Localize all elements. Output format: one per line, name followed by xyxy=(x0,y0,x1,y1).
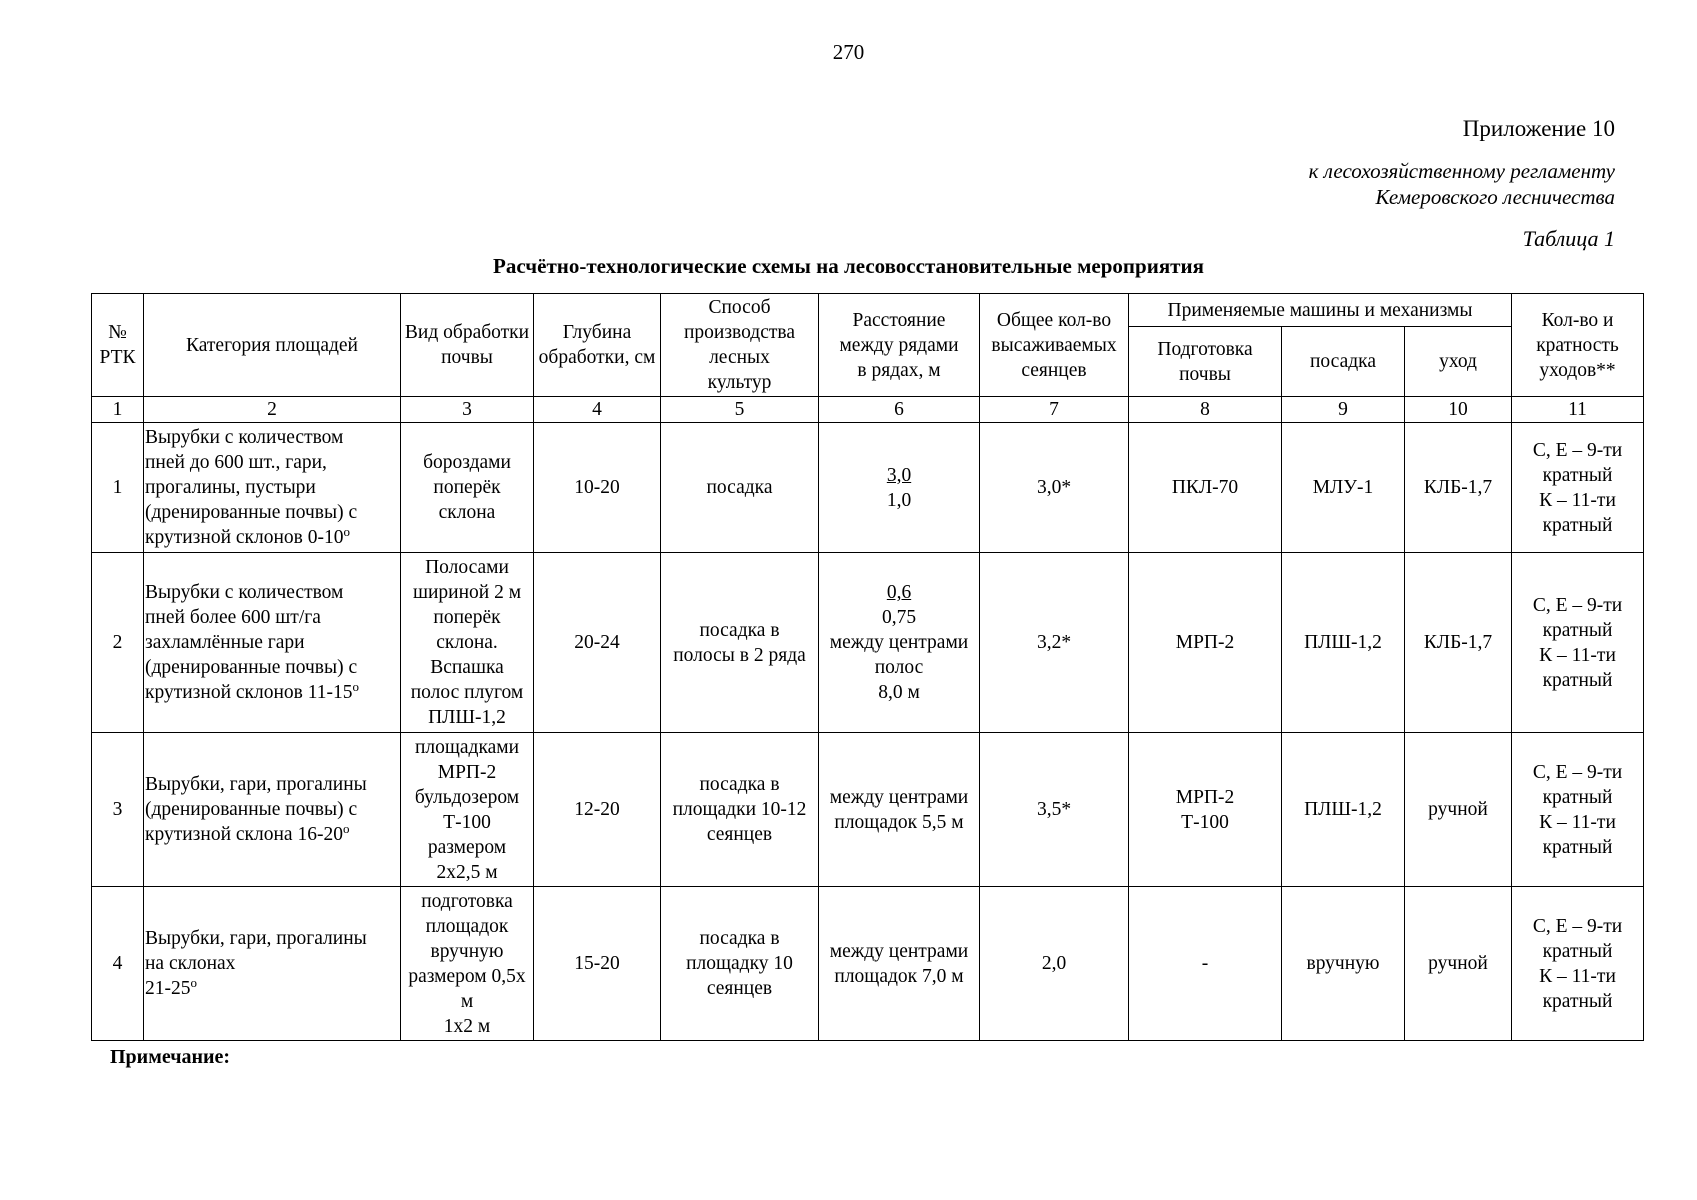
cell-line: МРП-2 xyxy=(1175,632,1235,653)
cell-line: сеянцев xyxy=(706,824,773,845)
column-number: 10 xyxy=(1405,397,1512,423)
column-number: 5 xyxy=(661,397,819,423)
cell-line: пней до 600 шт., гари, xyxy=(145,452,327,473)
planting-method xyxy=(661,887,819,1041)
cell-line: К – 11-ти xyxy=(1539,489,1616,511)
cell-line: шириной 2 м xyxy=(412,582,522,603)
header-distance: Расстояние между рядами в рядах, м xyxy=(819,294,980,397)
cell-line: (дренированные почвы) с xyxy=(145,799,358,820)
care-machine: КЛБ-1,7 xyxy=(1405,553,1512,733)
cell-line: кратный xyxy=(1542,464,1613,486)
cell-line: - xyxy=(1201,953,1209,974)
planting-machine: МЛУ-1 xyxy=(1282,423,1405,553)
care-machine: ручной xyxy=(1405,733,1512,887)
cell-line: Т-100 xyxy=(443,811,491,833)
column-number: 9 xyxy=(1282,397,1405,423)
schemes-table xyxy=(91,293,1644,1041)
cell-line: Вырубки, гари, прогалины xyxy=(145,774,367,795)
cell-line: ПЛШ-1,2 xyxy=(428,707,506,728)
header-care-count: Кол-во и кратность уходов** xyxy=(1512,294,1644,397)
cell-line: С, Е – 9-ти xyxy=(1532,915,1623,937)
distance-row-spacing: 3,0 xyxy=(886,464,912,486)
cell-line: С, Е – 9-ти xyxy=(1532,594,1623,616)
cell-line: К – 11-ти xyxy=(1539,644,1616,666)
soil-prep-machine xyxy=(1129,423,1282,553)
cell-line: кратный xyxy=(1542,669,1613,691)
cell-line: Т-100 xyxy=(1181,811,1229,833)
cell-line: бороздами xyxy=(423,452,511,473)
degree-sign: о xyxy=(343,524,350,539)
cell-line: крутизной склонов $0-10^о$ xyxy=(145,524,350,548)
cell-line: кратный xyxy=(1542,940,1613,962)
row-distance xyxy=(819,553,980,733)
column-number: 1 xyxy=(92,397,144,423)
cell-line: Полосами xyxy=(425,557,509,578)
soil-prep-machine xyxy=(1129,733,1282,887)
cell-line: С, Е – 9-ти xyxy=(1532,439,1623,461)
cell-line: прогалины, пустыри xyxy=(145,477,316,498)
soil-prep-machine xyxy=(1129,887,1282,1041)
planting-method xyxy=(661,733,819,887)
treatment-depth: 20-24 xyxy=(534,553,661,733)
rtk-number: 3 xyxy=(92,733,144,887)
cell-line: между центрами xyxy=(829,786,969,808)
table-row xyxy=(92,423,1644,553)
total-seedlings: 2,0 xyxy=(980,887,1129,1041)
column-number: 7 xyxy=(980,397,1129,423)
cell-line: посадка в xyxy=(699,928,780,949)
cell-line: ПКЛ-70 xyxy=(1171,477,1239,498)
cell-line: Вспашка xyxy=(430,657,504,678)
cell-line: полос плугом xyxy=(410,682,524,703)
cell-line: площадки 10-12 xyxy=(672,799,807,820)
cell-line: вручную xyxy=(430,940,504,962)
cell-line: пней более 600 шт/га xyxy=(145,607,321,628)
column-number: 2 xyxy=(144,397,401,423)
table-label: Таблица 1 xyxy=(1522,226,1615,251)
document-title: Расчётно-технологические схемы на лесовосстановительные мероприятия xyxy=(493,254,1204,278)
cell-line: поперёк xyxy=(433,477,501,498)
cell-line: площадок xyxy=(425,915,509,937)
header-planting: посадка xyxy=(1282,327,1405,397)
appendix-title: Приложение 10 xyxy=(1462,116,1615,141)
planting-machine: ПЛШ-1,2 xyxy=(1282,553,1405,733)
area-category xyxy=(144,423,401,553)
header-total-seedlings: Общее кол-во высаживаемых сеянцев xyxy=(980,294,1129,397)
cell-line: поперёк xyxy=(433,607,501,628)
row-distance xyxy=(819,423,980,553)
column-number: 11 xyxy=(1512,397,1644,423)
cell-line: Вырубки с количеством xyxy=(145,582,344,603)
cell-line: полос xyxy=(874,657,924,678)
cell-line: посадка в xyxy=(699,619,780,641)
cell-line: крутизной склона $16-20^о$ xyxy=(145,821,350,845)
cell-line: С, Е – 9-ти xyxy=(1532,761,1623,783)
cell-line: 8,0 м xyxy=(878,682,920,703)
treatment-depth: 12-20 xyxy=(534,733,661,887)
cell-line: кратный xyxy=(1542,990,1613,1012)
planting-method xyxy=(661,423,819,553)
cell-line: К – 11-ти xyxy=(1539,811,1616,833)
rtk-number: 4 xyxy=(92,887,144,1041)
planting-method xyxy=(661,553,819,733)
care-count xyxy=(1512,553,1644,733)
column-numbers-row xyxy=(92,397,1644,423)
cell-line: кратный xyxy=(1542,786,1613,808)
cell-line: (дренированные почвы) с xyxy=(145,657,358,678)
cell-line: между центрами xyxy=(829,632,969,653)
table-row xyxy=(92,553,1644,733)
header-category: Категория площадей xyxy=(144,294,401,397)
header-soil-treatment: Вид обработки почвы xyxy=(401,294,534,397)
header-rtk: № РТК xyxy=(92,294,144,397)
cell-line: на склонах xyxy=(145,953,236,974)
cell-line: кратный xyxy=(1542,619,1613,641)
header-soil-prep: Подготовка почвы xyxy=(1129,327,1282,397)
cell-line: площадками xyxy=(414,736,520,758)
cell-line: 0,75 xyxy=(881,607,917,628)
header-method: Способ производства лесных культур xyxy=(661,294,819,397)
area-category xyxy=(144,887,401,1041)
header-care: уход xyxy=(1405,327,1512,397)
cell-line: 1,0 xyxy=(886,489,912,511)
cell-line: кратный xyxy=(1542,514,1613,536)
cell-line: крутизной склонов $11-15^о$ xyxy=(145,679,360,703)
soil-treatment xyxy=(401,733,534,887)
cell-line: склона xyxy=(438,502,496,523)
cell-line: посадка xyxy=(706,477,773,498)
cell-line: размером xyxy=(427,836,507,858)
cell-line: подготовка xyxy=(421,890,513,912)
cell-line: $21-25^о$ xyxy=(145,975,197,999)
soil-prep-machine xyxy=(1129,553,1282,733)
column-number: 6 xyxy=(819,397,980,423)
treatment-depth: 10-20 xyxy=(534,423,661,553)
cell-line: Вырубки, гари, прогалины xyxy=(145,928,367,949)
cell-line: склона. xyxy=(436,632,498,653)
cell-line: размером 0,5х xyxy=(408,965,526,987)
degree-sign: о xyxy=(352,679,360,694)
header-depth: Глубина обработки, см xyxy=(534,294,661,397)
row-distance xyxy=(819,733,980,887)
note-label: Примечание: xyxy=(110,1046,231,1068)
cell-line: бульдозером xyxy=(414,786,520,808)
cell-line: площадок 7,0 м xyxy=(834,965,964,987)
cell-line: МРП-2 xyxy=(1175,786,1235,808)
table-row xyxy=(92,887,1644,1041)
planting-machine: ПЛШ-1,2 xyxy=(1282,733,1405,887)
cell-line: кратный xyxy=(1542,836,1613,858)
cell-line: посадка в xyxy=(699,774,780,795)
cell-line: 1х2 м xyxy=(443,1015,491,1037)
treatment-depth: 15-20 xyxy=(534,887,661,1041)
cell-line: между центрами xyxy=(829,940,969,962)
rtk-number: 2 xyxy=(92,553,144,733)
care-count xyxy=(1512,887,1644,1041)
care-machine: КЛБ-1,7 xyxy=(1405,423,1512,553)
appendix-subtitle-line: Кемеровского лесничества xyxy=(1375,185,1615,209)
column-number: 3 xyxy=(401,397,534,423)
cell-line: м xyxy=(460,990,474,1012)
soil-treatment xyxy=(401,553,534,733)
cell-line: МРП-2 xyxy=(437,761,497,783)
care-count xyxy=(1512,423,1644,553)
soil-treatment xyxy=(401,423,534,553)
cell-line: Вырубки с количеством xyxy=(145,427,344,448)
soil-treatment xyxy=(401,887,534,1041)
degree-sign: о xyxy=(342,821,350,836)
page-number: 270 xyxy=(832,40,865,64)
planting-machine: вручную xyxy=(1282,887,1405,1041)
area-category xyxy=(144,733,401,887)
care-count xyxy=(1512,733,1644,887)
appendix-subtitle-line: к лесохозяйственному регламенту xyxy=(1308,159,1615,183)
header-machines: Применяемые машины и механизмы xyxy=(1129,294,1512,327)
care-machine: ручной xyxy=(1405,887,1512,1041)
column-number: 4 xyxy=(534,397,661,423)
degree-sign: о xyxy=(190,975,197,990)
column-number: 8 xyxy=(1129,397,1282,423)
cell-line: К – 11-ти xyxy=(1539,965,1616,987)
cell-line: сеянцев xyxy=(706,978,773,999)
table-row xyxy=(92,733,1644,887)
area-category xyxy=(144,553,401,733)
total-seedlings: 3,0* xyxy=(980,423,1129,553)
distance-row-spacing: 0,6 xyxy=(886,582,912,603)
cell-line: площадку 10 xyxy=(686,953,793,974)
rtk-number: 1 xyxy=(92,423,144,553)
row-distance xyxy=(819,887,980,1041)
cell-line: площадок 5,5 м xyxy=(834,811,964,833)
cell-line: полосы в 2 ряда xyxy=(673,644,806,666)
total-seedlings: 3,2* xyxy=(980,553,1129,733)
appendix-subtitle xyxy=(1309,158,1615,210)
cell-line: захламлённые гари xyxy=(145,632,305,653)
cell-line: 2х2,5 м xyxy=(436,861,498,883)
cell-line: (дренированные почвы) с xyxy=(145,502,358,523)
total-seedlings: 3,5* xyxy=(980,733,1129,887)
